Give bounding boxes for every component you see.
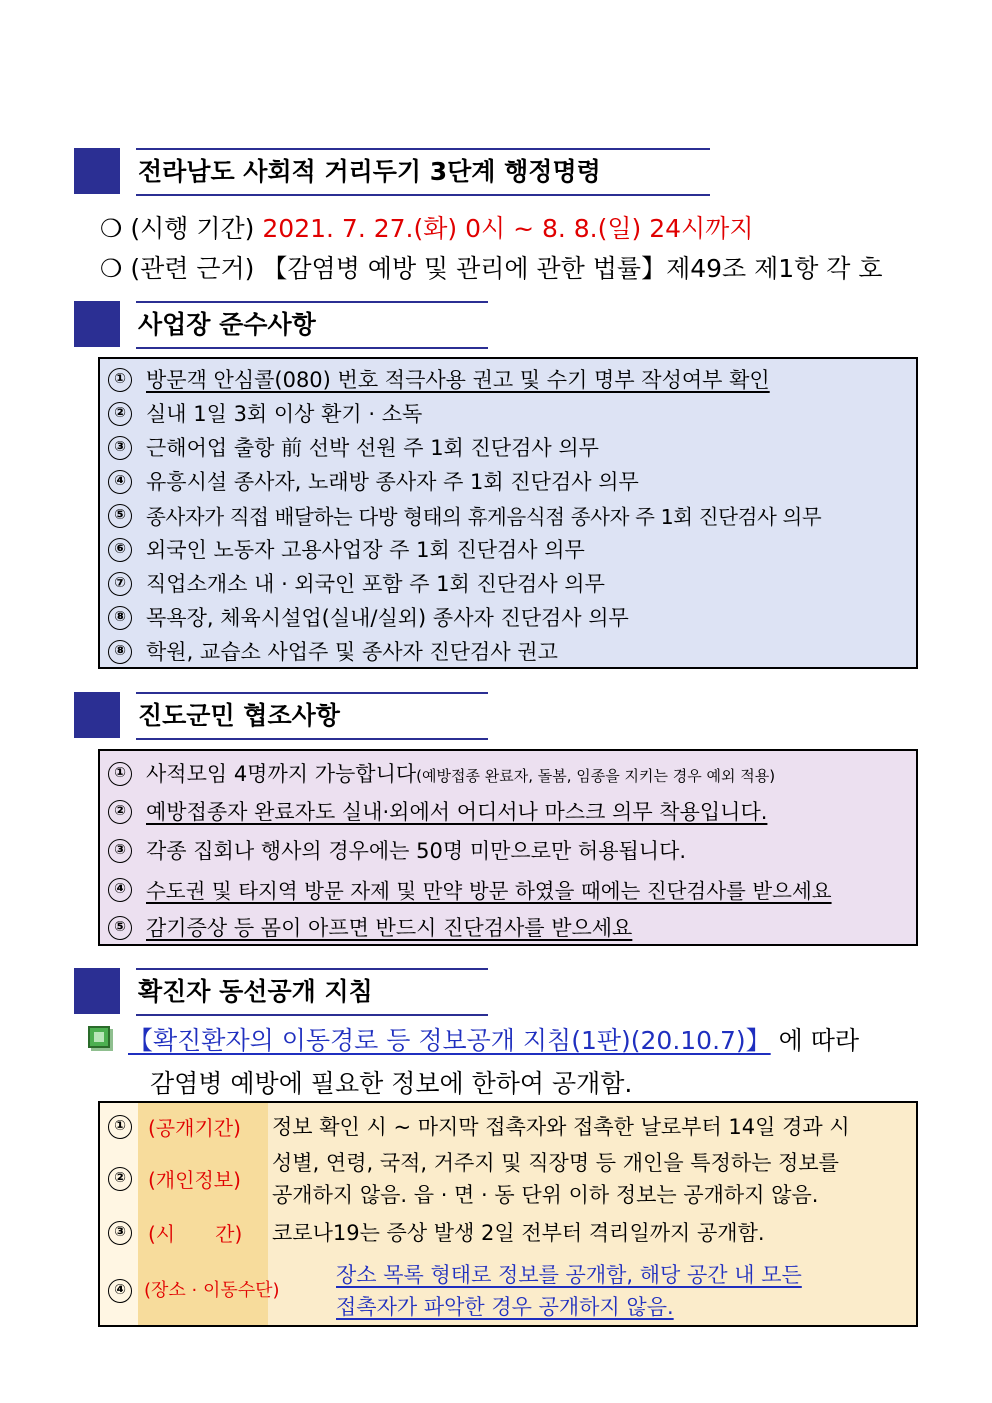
item-label: (공개기간) (148, 1116, 241, 1140)
section-square-icon (74, 148, 120, 194)
item-text: 정보 확인 시 ~ 마지막 접촉자와 접촉한 날로부터 14일 경과 시 (272, 1115, 850, 1139)
disclosure-row (100, 1147, 916, 1211)
section-square-icon (74, 301, 120, 347)
item-text-wrap (146, 758, 775, 788)
item-label: (개인정보) (148, 1168, 241, 1192)
item-text: 근해어업 출항 前 선박 선원 주 1회 진단검사 의무 (146, 436, 599, 460)
section-title: 사업장 준수사항 (136, 301, 488, 349)
item-text-line1: 성별, 연령, 국적, 거주지 및 직장명 등 개인을 특정하는 정보를 (272, 1151, 839, 1175)
item-number: ① (108, 368, 132, 392)
item-note: (예방접종 완료자, 돌봄, 임종을 지키는 경우 예외 적용) (416, 767, 776, 785)
citizen-guidelines-box (98, 749, 918, 946)
disclosure-row (100, 1217, 916, 1249)
item-text: 종사자가 직접 배달하는 다방 형태의 휴게음식점 종사자 주 1회 진단검사 의무 (146, 505, 822, 529)
item-number: ④ (108, 878, 132, 902)
item-number: ④ (108, 470, 132, 494)
item-text-line2: 접촉자가 파악한 경우 공개하지 않음. (336, 1295, 674, 1319)
item-text: 유흥시설 종사자, 노래방 종사자 주 1회 진단검사 의무 (146, 470, 639, 494)
item-label: (장소 · 이동수단) (144, 1280, 280, 1301)
item-text-line1: 장소 목록 형태로 정보를 공개함, 해당 공간 내 모든 (336, 1263, 802, 1287)
item-number: ⑧ (108, 640, 132, 664)
item-number: ① (108, 762, 132, 786)
item-text: 학원, 교습소 사업주 및 종사자 진단검사 권고 (146, 640, 558, 664)
basis-line (100, 249, 883, 285)
item-number: ⑥ (108, 538, 132, 562)
guideline-after: 에 따라 (778, 1026, 860, 1055)
item-text: 사적모임 4명까지 가능합니다 (146, 762, 417, 786)
item-text: 직업소개소 내 · 외국인 포함 주 1회 진단검사 의무 (146, 572, 605, 596)
section-title: 확진자 동선공개 지침 (136, 968, 488, 1016)
business-rules-box (98, 357, 918, 669)
period-line (100, 209, 753, 245)
period-value: 2021. 7. 27.(화) 0시 ~ 8. 8.(일) 24시까지 (262, 214, 754, 243)
item-text: 실내 1일 3회 이상 환기 · 소독 (146, 402, 423, 426)
item-text: 각종 집회나 행사의 경우에는 50명 미만으로만 허용됩니다. (146, 839, 687, 863)
item-number: ⑦ (108, 572, 132, 596)
item-number: ② (108, 1167, 132, 1191)
guideline-line (128, 1021, 859, 1057)
item-label: (시 간) (148, 1222, 243, 1246)
guideline-line2: 감염병 예방에 필요한 정보에 한하여 공개함. (150, 1069, 633, 1098)
item-number: ⑧ (108, 606, 132, 630)
item-number: ③ (108, 436, 132, 460)
item-text: 코로나19는 증상 발생 2일 전부터 격리일까지 공개함. (272, 1221, 765, 1245)
item-text: 감기증상 등 몸이 아프면 반드시 진단검사를 받으세요 (146, 916, 633, 940)
section-title: 진도군민 협조사항 (136, 692, 488, 740)
item-number: ③ (108, 1221, 132, 1245)
item-text: 목욕장, 체육시설업(실내/실외) 종사자 진단검사 의무 (146, 606, 629, 630)
section-square-icon (74, 692, 120, 738)
item-number: ④ (108, 1279, 132, 1303)
item-text: 수도권 및 타지역 방문 자제 및 만약 방문 하였을 때에는 진단검사를 받으세요 (146, 879, 832, 903)
guideline-link[interactable]: 【확진환자의 이동경로 등 정보공개 지침(1판)(20.10.7)】 (128, 1026, 771, 1055)
green-square-bullet-icon (88, 1026, 110, 1048)
disclosure-row (100, 1259, 916, 1323)
disclosure-box (98, 1101, 918, 1327)
basis-label: (관련 근거) (130, 254, 255, 283)
disclosure-row (100, 1111, 916, 1143)
item-number: ⑤ (108, 916, 132, 940)
section-title: 전라남도 사회적 거리두기 3단계 행정명령 (136, 148, 710, 196)
item-text: 외국인 노동자 고용사업장 주 1회 진단검사 의무 (146, 538, 585, 562)
item-number: ② (108, 800, 132, 824)
period-label: (시행 기간) (130, 214, 255, 243)
item-number: ③ (108, 839, 132, 863)
item-text: 예방접종자 완료자도 실내·외에서 어디서나 마스크 의무 착용입니다. (146, 800, 768, 824)
item-number: ⑤ (108, 504, 132, 528)
bullet-icon: ❍ (100, 254, 123, 283)
bullet-icon: ❍ (100, 214, 123, 243)
item-text: 방문객 안심콜(080) 번호 적극사용 권고 및 수기 명부 작성여부 확인 (146, 368, 770, 392)
item-number: ① (108, 1115, 132, 1139)
item-number: ② (108, 402, 132, 426)
section-square-icon (74, 968, 120, 1014)
basis-value: 【감염병 예방 및 관리에 관한 법률】제49조 제1항 각 호 (262, 254, 883, 283)
item-text-line2: 공개하지 않음. 읍 · 면 · 동 단위 이하 정보는 공개하지 않음. (272, 1183, 819, 1207)
